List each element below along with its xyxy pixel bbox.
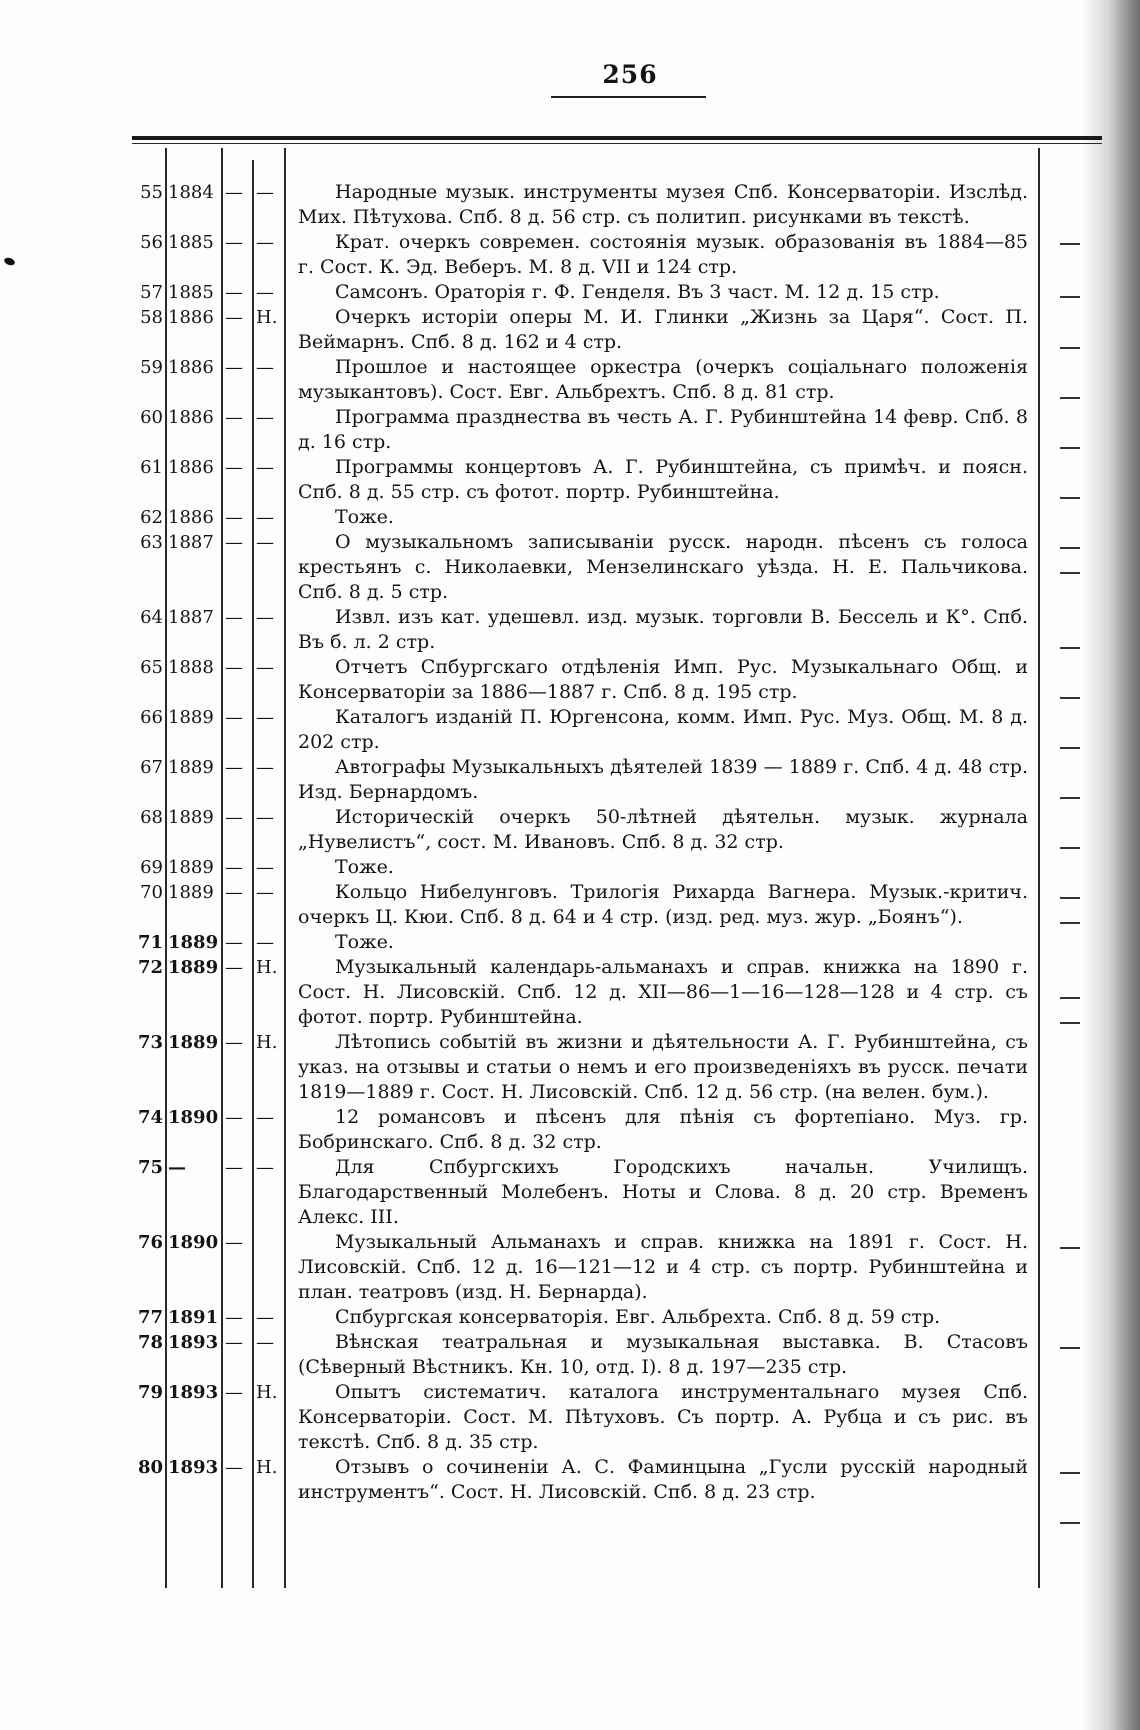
- entry-col1: —: [225, 1107, 243, 1128]
- entry-col1: —: [225, 1307, 243, 1328]
- entry-year: 1886: [168, 457, 214, 478]
- entry-year: 1890: [168, 1107, 219, 1128]
- table-row: [0, 605, 1140, 655]
- entry-col2: Н.: [256, 1382, 278, 1403]
- entry-col2: Н.: [256, 1032, 278, 1053]
- page-number: 256: [602, 60, 658, 89]
- entry-title: Народные музык. инструменты музея Спб. Консерваторіи. Изслѣд. Мих. Пѣтухова. Спб. 8 д. 56 стр. съ политип. рисунками въ текстѣ.: [298, 181, 1028, 228]
- entry-col1: —: [225, 357, 243, 378]
- margin-mark: [1060, 1022, 1080, 1024]
- entry-title: Программы концертовъ А. Г. Рубинштейна, съ примѣч. и поясн. Спб. 8 д. 55 стр. съ фотот. портр. Рубинштейна.: [298, 456, 1028, 503]
- entry-col2: —: [256, 507, 274, 528]
- entry-col2: —: [256, 1157, 274, 1178]
- entry-number: 68: [140, 807, 163, 828]
- entry-title: 12 романсовъ и пѣсенъ для пѣнія съ фортепіано. Муз. гр. Бобринскаго. Спб. 8 д. 32 стр.: [298, 1106, 1028, 1153]
- table-row: [0, 1155, 1140, 1230]
- entry-number: 72: [137, 957, 163, 978]
- entry-number: 63: [140, 532, 163, 553]
- table-top-rule-thin: [132, 143, 1102, 144]
- table-row: [0, 930, 1140, 955]
- entry-year: 1891: [168, 1307, 219, 1328]
- entry-year: 1889: [168, 757, 214, 778]
- entry-col1: —: [225, 932, 243, 953]
- entry-year: 1889: [168, 882, 214, 903]
- entry-title: Музыкальный календарь-альманахъ и справ. книжка на 1890 г. Сост. Н. Лисовскій. Спб. 12 д. XII—86—1—16—128—128 и 4 стр. съ фотот. портр. Рубинштейна.: [298, 956, 1028, 1028]
- entry-col1: —: [225, 857, 243, 878]
- entry-number: 58: [140, 307, 163, 328]
- table-row: [0, 855, 1140, 880]
- entry-number: 60: [140, 407, 163, 428]
- entry-number: 69: [140, 857, 163, 878]
- entry-col2: Н.: [256, 1457, 278, 1478]
- table-row: [0, 1455, 1140, 1505]
- table-top-rule: [132, 136, 1102, 140]
- entry-col2: Н.: [256, 307, 278, 328]
- table-row: [0, 705, 1140, 755]
- entry-col1: —: [225, 282, 243, 303]
- entry-col2: —: [256, 707, 274, 728]
- entry-title: О музыкальномъ записываніи русск. народн. пѣсенъ съ голоса крестьянъ с. Николаевки, Мензелинскаго уѣзда. Н. Е. Пальчикова. Спб. 8 д. 5 стр.: [298, 531, 1028, 603]
- entry-year: 1885: [168, 232, 214, 253]
- entry-col1: —: [225, 1332, 243, 1353]
- entry-number: 62: [140, 507, 163, 528]
- entry-title: Тоже.: [335, 506, 394, 528]
- table-row: [0, 1305, 1140, 1330]
- entry-col1: —: [225, 1232, 243, 1253]
- entry-number: 79: [137, 1382, 163, 1403]
- entry-number: 70: [140, 882, 163, 903]
- entry-col2: —: [256, 932, 274, 953]
- margin-mark: [1060, 1472, 1080, 1474]
- margin-mark: [1060, 647, 1080, 649]
- table-row: [0, 355, 1140, 405]
- entry-col1: —: [225, 507, 243, 528]
- entry-number: 78: [137, 1332, 163, 1353]
- margin-mark: [1060, 797, 1080, 799]
- table-row: [0, 505, 1140, 530]
- entry-number: 55: [140, 182, 163, 203]
- entry-col2: —: [256, 857, 274, 878]
- entry-col1: —: [225, 407, 243, 428]
- entry-year: 1886: [168, 507, 214, 528]
- entry-year: —: [168, 1157, 186, 1178]
- entry-col2: —: [256, 457, 274, 478]
- entry-number: 80: [137, 1457, 163, 1478]
- entry-title: Очеркъ исторіи оперы М. И. Глинки „Жизнь за Царя“. Сост. П. Веймарнъ. Спб. 8 д. 162 и 4 стр.: [298, 306, 1028, 353]
- margin-mark: [1060, 697, 1080, 699]
- entry-title: Отзывъ о сочиненіи А. С. Фаминцына „Гусли русскій народный инструментъ“. Сост. Н. Лисовскій. Спб. 8 д. 23 стр.: [298, 1456, 1028, 1503]
- table-row: [0, 455, 1140, 505]
- entry-number: 65: [140, 657, 163, 678]
- table-row: [0, 1105, 1140, 1155]
- entry-col2: —: [256, 757, 274, 778]
- entry-year: 1889: [168, 807, 214, 828]
- entry-year: 1889: [168, 957, 219, 978]
- table-row: [0, 405, 1140, 455]
- margin-mark: [1060, 347, 1080, 349]
- entry-title: Кольцо Нибелунговъ. Трилогія Рихарда Вагнера. Музык.-критич. очеркъ Ц. Кюи. Спб. 8 д. 64 и 4 стр. (изд. ред. муз. жур. „Боянъ“).: [298, 881, 1028, 928]
- entry-number: 73: [137, 1032, 163, 1053]
- table-row: [0, 230, 1140, 280]
- entry-col1: —: [225, 957, 243, 978]
- entry-year: 1887: [168, 607, 214, 628]
- entry-col2: —: [256, 182, 274, 203]
- table-row: [0, 1380, 1140, 1455]
- entry-col2: —: [256, 407, 274, 428]
- entry-number: 56: [140, 232, 163, 253]
- entry-year: 1887: [168, 532, 214, 553]
- table-row: [0, 1030, 1140, 1105]
- entry-title: Опытъ систематич. каталога инструментальнаго музея Спб. Консерваторіи. Сост. М. Пѣтуховъ. Съ портр. А. Рубца и съ рис. въ текстѣ. Спб. 8 д. 35 стр.: [298, 1381, 1028, 1453]
- entry-year: 1886: [168, 307, 214, 328]
- table-row: [0, 180, 1140, 230]
- margin-mark: [1060, 997, 1080, 999]
- entry-year: 1884: [168, 182, 214, 203]
- entry-year: 1886: [168, 357, 214, 378]
- entry-col2: —: [256, 232, 274, 253]
- entry-col2: Н.: [256, 957, 278, 978]
- entry-title: Отчетъ Спбургскаго отдѣленія Имп. Рус. Музыкальнаго Общ. и Консерваторіи за 1886—1887 г. Спб. 8 д. 195 стр.: [298, 656, 1028, 703]
- entry-number: 66: [140, 707, 163, 728]
- entry-title: Тоже.: [335, 931, 394, 953]
- entry-number: 77: [137, 1307, 163, 1328]
- table-row: [0, 755, 1140, 805]
- page-number-underline: [551, 96, 706, 98]
- entry-number: 74: [137, 1107, 163, 1128]
- margin-mark: [1060, 847, 1080, 849]
- entry-year: 1889: [168, 707, 214, 728]
- margin-mark: [1060, 1522, 1080, 1524]
- entry-col2: —: [256, 882, 274, 903]
- entry-number: 76: [137, 1232, 163, 1253]
- entry-title: Вѣнская театральная и музыкальная выставка. В. Стасовъ (Сѣверный Вѣстникъ. Кн. 10, отд. I). 8 д. 197—235 стр.: [298, 1331, 1028, 1378]
- catalog-table: [0, 180, 1140, 1505]
- entry-year: 1888: [168, 657, 214, 678]
- entry-col1: —: [225, 657, 243, 678]
- entry-col1: —: [225, 532, 243, 553]
- margin-mark: [1060, 243, 1080, 245]
- entry-col1: —: [225, 307, 243, 328]
- entry-year: 1885: [168, 282, 214, 303]
- entry-title: Лѣтопись событій въ жизни и дѣятельности А. Г. Рубинштейна, съ указ. на отзывы и статьи о немъ и его произведеніяхъ въ русск. печати 1819—1889 г. Сост. Н. Лисовскій. Спб. 12 д. 56 стр. (на велен. бум.).: [298, 1031, 1028, 1103]
- entry-number: 64: [140, 607, 163, 628]
- entry-number: 57: [140, 282, 163, 303]
- entry-col2: —: [256, 1332, 274, 1353]
- entry-col2: —: [256, 357, 274, 378]
- table-row: [0, 880, 1140, 930]
- table-row: [0, 305, 1140, 355]
- entry-col1: —: [225, 1457, 243, 1478]
- entry-col2: —: [256, 807, 274, 828]
- table-row: [0, 1330, 1140, 1380]
- entry-col1: —: [225, 1032, 243, 1053]
- entry-year: 1893: [168, 1382, 219, 1403]
- margin-mark: [1060, 547, 1080, 549]
- entry-title: Самсонъ. Ораторія г. Ф. Генделя. Въ 3 част. М. 12 д. 15 стр.: [335, 281, 940, 303]
- margin-mark: [1060, 747, 1080, 749]
- entry-title: Прошлое и настоящее оркестра (очеркъ соціальнаго положенія музыкантовъ). Сост. Евг. Альбрехтъ. Спб. 8 д. 81 стр.: [298, 356, 1028, 403]
- table-row: [0, 530, 1140, 605]
- margin-mark: [1060, 296, 1080, 298]
- entry-year: 1889: [168, 1032, 219, 1053]
- entry-col1: —: [225, 232, 243, 253]
- entry-col1: —: [225, 182, 243, 203]
- margin-mark: [1060, 497, 1080, 499]
- entry-title: Тоже.: [335, 856, 394, 878]
- entry-title: Спбургская консерваторія. Евг. Альбрехта. Спб. 8 д. 59 стр.: [335, 1306, 941, 1328]
- entry-title: Каталогъ изданій П. Юргенсона, комм. Имп. Рус. Муз. Общ. М. 8 д. 202 стр.: [298, 706, 1028, 753]
- entry-col1: —: [225, 457, 243, 478]
- entry-col2: —: [256, 657, 274, 678]
- entry-year: 1889: [168, 932, 219, 953]
- entry-title: Для Спбургскихъ Городскихъ начальн. Училищъ. Благодарственный Молебенъ. Ноты и Слова. 8 д. 20 стр. Временъ Алекс. III.: [298, 1156, 1028, 1228]
- entry-title: Программа празднества въ честь А. Г. Рубинштейна 14 февр. Спб. 8 д. 16 стр.: [298, 406, 1028, 453]
- margin-mark: [1060, 922, 1080, 924]
- entry-col2: —: [256, 607, 274, 628]
- entry-col2: —: [256, 1307, 274, 1328]
- entry-title: Музыкальный Альманахъ и справ. книжка на 1891 г. Сост. Н. Лисовскій. Спб. 12 д. 16—121—12 и 4 стр. съ портр. Рубинштейна и план. театровъ (изд. Н. Бернарда).: [298, 1231, 1028, 1303]
- entry-year: 1889: [168, 857, 214, 878]
- entry-col1: —: [225, 882, 243, 903]
- entry-year: 1893: [168, 1332, 219, 1353]
- entry-number: 67: [140, 757, 163, 778]
- entry-title: Автографы Музыкальныхъ дѣятелей 1839 — 1889 г. Спб. 4 д. 48 стр. Изд. Бернардомъ.: [298, 756, 1028, 803]
- table-row: [0, 655, 1140, 705]
- margin-mark: [1060, 572, 1080, 574]
- entry-year: 1886: [168, 407, 214, 428]
- entry-col1: —: [225, 1157, 243, 1178]
- margin-mark: [1060, 397, 1080, 399]
- table-row: [0, 805, 1140, 855]
- table-row: [0, 955, 1140, 1030]
- entry-col1: —: [225, 757, 243, 778]
- table-row: [0, 1230, 1140, 1305]
- entry-title: Извл. изъ кат. удешевл. изд. музык. торговли В. Бессель и К°. Спб. Въ б. л. 2 стр.: [298, 606, 1028, 653]
- entry-col2: —: [256, 1107, 274, 1128]
- entry-number: 71: [137, 932, 163, 953]
- entry-number: 59: [140, 357, 163, 378]
- entry-title: Крат. очеркъ современ. состоянія музык. образованія въ 1884—85 г. Сост. К. Эд. Веберъ. М. 8 д. VII и 124 стр.: [298, 231, 1028, 278]
- entry-year: 1890: [168, 1232, 219, 1253]
- entry-title: Историческій очеркъ 50-лѣтней дѣятельн. музык. журнала „Нувелистъ“, сост. М. Ивановъ. Спб. 8 д. 32 стр.: [298, 806, 1028, 853]
- margin-mark: [1060, 447, 1080, 449]
- entry-col2: —: [256, 532, 274, 553]
- margin-mark: [1060, 1347, 1080, 1349]
- entry-number: 61: [140, 457, 163, 478]
- entry-col2: —: [256, 282, 274, 303]
- margin-mark: [1060, 897, 1080, 899]
- margin-mark: [1060, 1247, 1080, 1249]
- entry-number: 75: [137, 1157, 163, 1178]
- entry-col1: —: [225, 607, 243, 628]
- entry-col1: —: [225, 807, 243, 828]
- entry-col1: —: [225, 1382, 243, 1403]
- table-row: [0, 280, 1140, 305]
- entry-year: 1893: [168, 1457, 219, 1478]
- entry-col1: —: [225, 707, 243, 728]
